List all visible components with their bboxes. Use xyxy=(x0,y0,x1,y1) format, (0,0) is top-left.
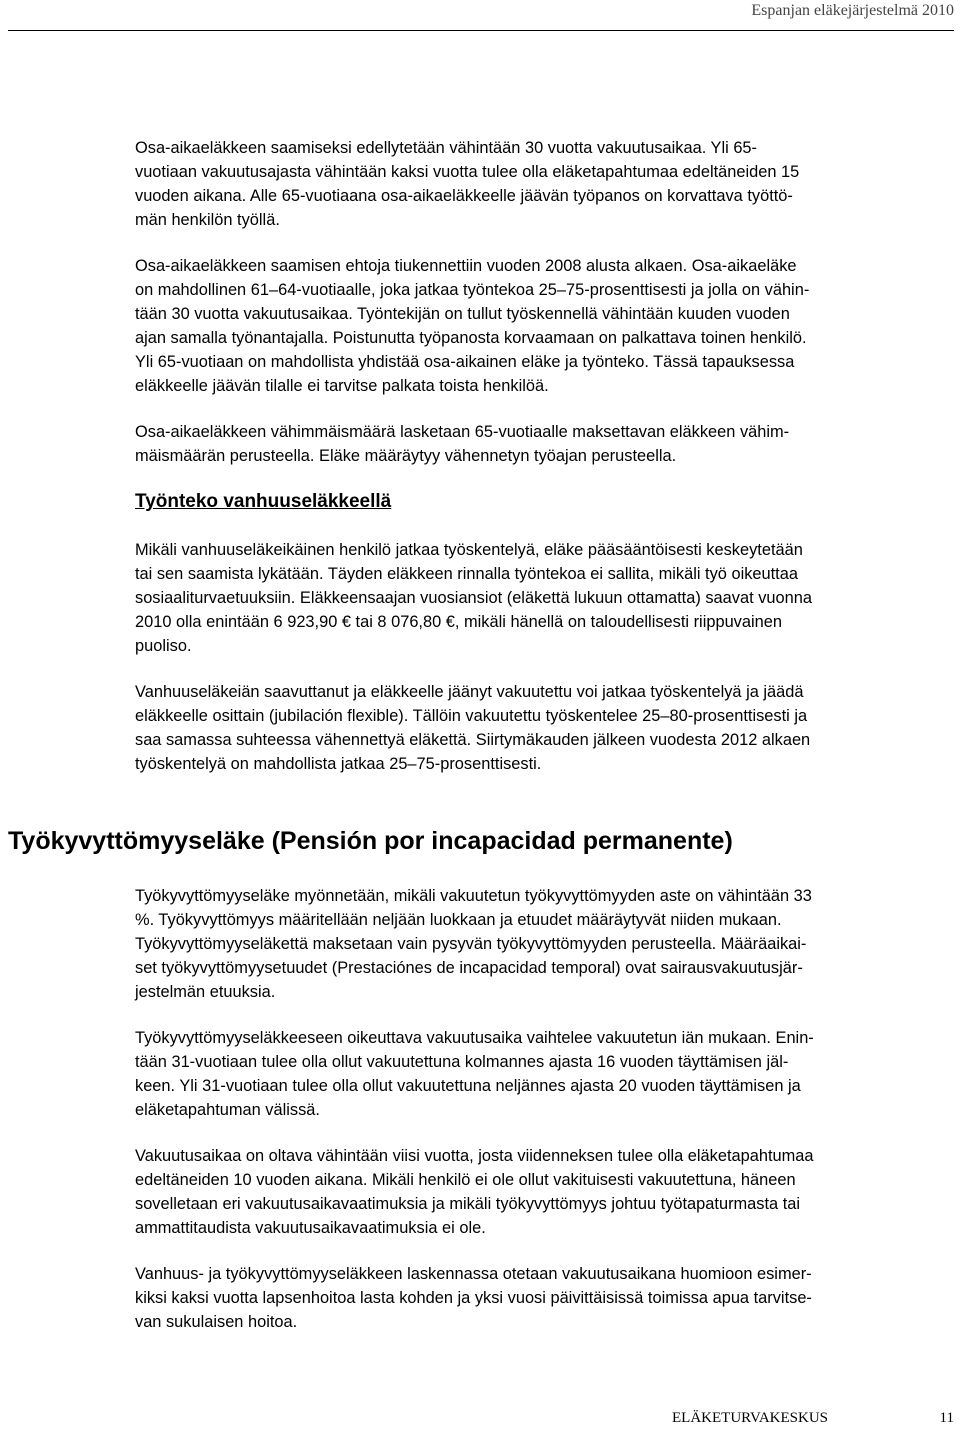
paragraph: Työkyvyttömyyseläke myönnetään, mikäli vakuutetun työkyvyttömyyden aste on vähintään 33 %. Työkyvyttömyys määritellään neljään luokkaan ja etuudet määräytyvät niiden mukaan. Työkyvyttömyyseläkettä maksetaan vain pysyvän työkyvyttömyyden perusteella. Määräaikai- set työkyvyttömyysetuudet (Prestaciónes de incapacidad temporal) ovat sairausvakuutusjär- jestelmän etuuksia. xyxy=(135,887,812,1001)
paragraph: Osa-aikaeläkkeen vähimmäismäärä lasketaan 65-vuotiaalle maksettavan eläkkeen vähim- mäismäärän perusteella. Eläke määräytyy vähennetyn työajan perusteella. xyxy=(135,423,790,465)
paragraph: Osa-aikaeläkkeen saamisen ehtoja tiukennettiin vuoden 2008 alusta alkaen. Osa-aikaeläke on mahdollinen 61–64-vuotiaalle, joka jatkaa työntekoa 25–75-prosenttisesti ja jolla on vähin- tään 30 vuotta vakuutusaikaa. Työntekijän on tullut työskennellä vähintään kuuden vuoden ajan samalla työnantajalla. Poistunutta työpanosta korvaamaan on palkattava toinen henkilö. Yli 65-vuotiaan on mahdollista yhdistää osa-aikainen eläke ja työnteko. Tässä tapauksessa eläkkeelle jäävän tilalle ei tarvitse palkata toista henkilöä. xyxy=(135,257,810,395)
paragraph: Työkyvyttömyyseläkkeeseen oikeuttava vakuutusaika vaihtelee vakuutetun iän mukaan. Enin- tään 31-vuotiaan tulee olla ollut vakuutettuna kolmannes ajasta 16 vuoden täyttämisen jäl- keen. Yli 31-vuotiaan tulee olla ollut vakuutettuna neljännes ajasta 20 vuoden täyttämisen ja eläketapahtuman välissä. xyxy=(135,1029,814,1119)
section-disability-pension xyxy=(135,884,955,1356)
header-rule xyxy=(8,30,954,31)
footer-organization: ELÄKETURVAKESKUS xyxy=(672,1410,829,1426)
paragraph: Mikäli vanhuuseläkeikäinen henkilö jatkaa työskentelyä, eläke pääsääntöisesti keskeytetään tai sen saamista lykätään. Täyden eläkkeen rinnalla työntekoa ei sallita, mikäli työ oikeuttaa sosiaaliturvaetuuksiin. Eläkkeensaajan vuosiansiot (eläkettä lukuun ottamatta) saavat vuonna 2010 olla enintään 6 923,90 € tai 8 076,80 €, mikäli hänellä on taloudellisesti riippuvainen puoliso. xyxy=(135,541,812,655)
page-number: 11 xyxy=(939,1410,954,1426)
subsection-heading: Työnteko vanhuuseläkkeellä xyxy=(135,491,392,512)
paragraph: Osa-aikaeläkkeen saamiseksi edellytetään vähintään 30 vuotta vakuutusaikaa. Yli 65- vuotiaan vakuutusajasta vähintään kaksi vuotta tulee olla eläketapahtumaa edeltäneiden 15 vuoden aikana. Alle 65-vuotiaana osa-aikaeläkkeelle jäävän työpanos on korvattava työttö- män henkilön työllä. xyxy=(135,139,800,229)
page-footer xyxy=(0,1410,960,1432)
paragraph: Vakuutusaikaa on oltava vähintään viisi vuotta, josta viidenneksen tulee olla eläketapahtumaa edeltäneiden 10 vuoden aikana. Mikäli henkilö ei ole ollut vakituisesti vakuutettuna, häneen sovelletaan eri vakuutusaikavaatimuksia ja mikäli työkyvyttömyys johtuu työtapaturmasta tai ammattitaudista vakuutusaikavaatimuksia ei ole. xyxy=(135,1147,814,1237)
section-heading: Työkyvyttömyyseläke (Pensión por incapacidad permanente) xyxy=(8,827,733,855)
paragraph: Vanhuuseläkeiän saavuttanut ja eläkkeelle jäänyt vakuutettu voi jatkaa työskentelyä ja jäädä eläkkeelle osittain (jubilación flexible). Tällöin vakuutettu työskentelee 25–80-prosenttisesti ja saa samassa suhteessa vähennettyä eläkettä. Siirtymäkauden jälkeen vuodesta 2012 alkaen työskentelyä on mahdollista jatkaa 25–75-prosenttisesti. xyxy=(135,683,811,773)
section-part-time-pension xyxy=(135,136,955,798)
paragraph: Vanhuus- ja työkyvyttömyyseläkkeen laskennassa otetaan vakuutusaikana huomioon esimer- kiksi kaksi vuotta lapsenhoitoa lasta kohden ja yksi vuosi päivittäisissä toimissa apua tarvitse- van sukulaisen hoitoa. xyxy=(135,1265,812,1331)
running-header: Espanjan eläkejärjestelmä 2010 xyxy=(751,2,954,19)
